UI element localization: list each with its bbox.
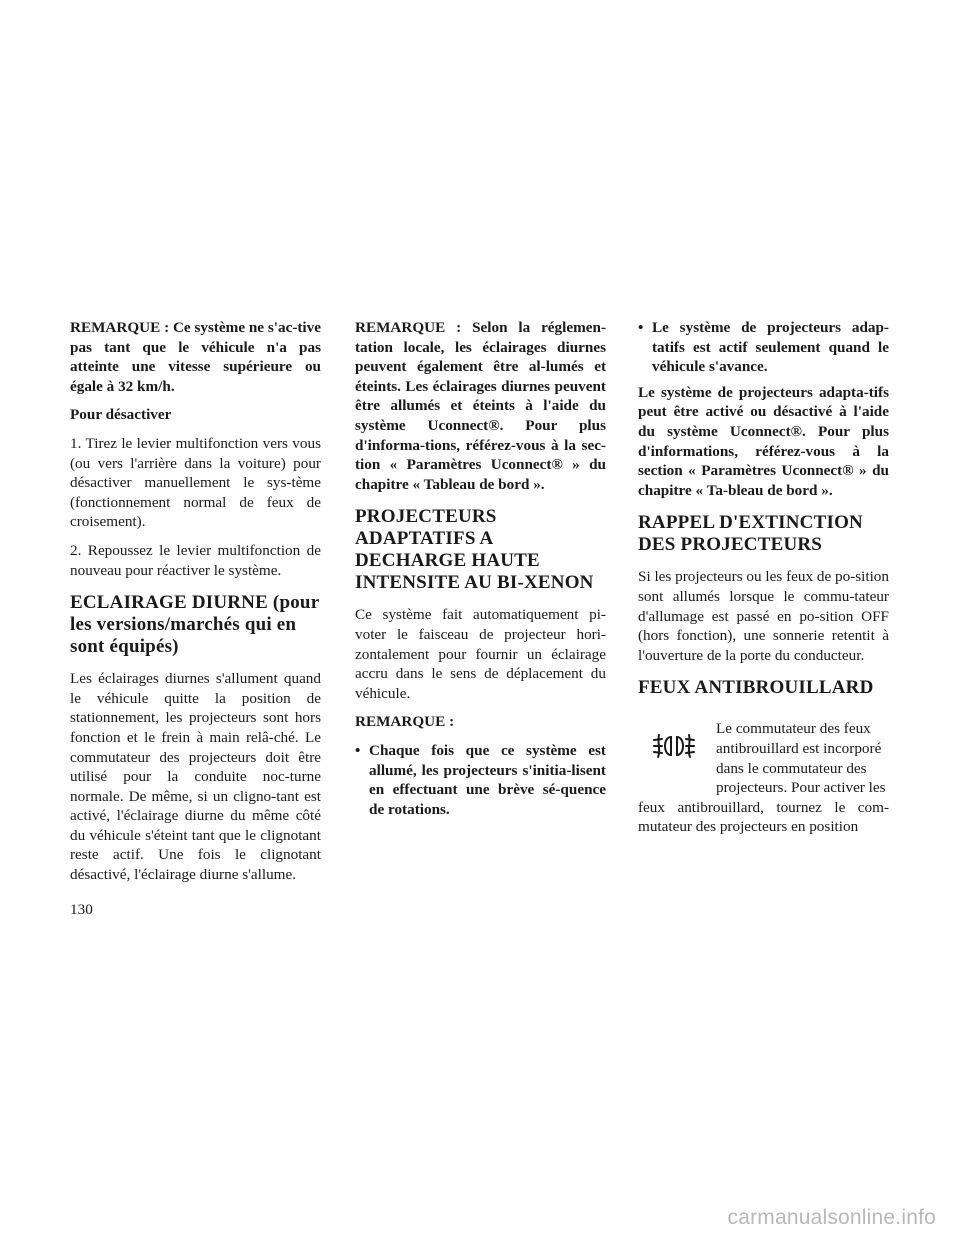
disable-title: Pour désactiver	[70, 406, 172, 424]
column-middle	[355, 318, 606, 825]
headlamp-reminder-body: Si les projecteurs ou les feux de po-sition sont allumés lorsque le commu-tateur d'allumage est passé en po-sition OFF (hors fonction), une sonnerie retentit à l'ouverture de la porte du conducteur.	[638, 568, 889, 664]
remarque-label: REMARQUE :	[355, 713, 455, 731]
heading-adaptive-headlamps: PROJECTEURS ADAPTATIFS A DECHARGE HAUTE INTENSITE AU BI-XENON	[355, 506, 594, 594]
watermark: carmanualsonline.info	[727, 1206, 936, 1229]
remarque-list	[355, 741, 606, 819]
column-right	[638, 318, 889, 837]
remarque-list-continued	[638, 318, 889, 377]
fog-text-line: dans le commutateur des	[716, 759, 867, 777]
list-item: • Chaque fois que ce système est allumé, les projecteurs s'initia-lisent en effectuant une brève sé-quence de rotations.	[355, 741, 606, 819]
step-1: 1. Tirez le levier multifonction vers vous (ou vers l'arrière dans la voiture) pour désactiver manuellement le sys-tème (fonctionnement normal de feux de croisement).	[70, 434, 321, 531]
fog-text-line: Le commutateur des feux	[716, 720, 871, 738]
list-item: • Le système de projecteurs adap-tatifs est actif seulement quand le véhicule s'avance.	[638, 318, 889, 377]
fog-text-line: antibrouillard est incorporé	[716, 739, 882, 757]
note-activation-speed: REMARQUE : Ce système ne s'ac-tive pas tant que le véhicule n'a pas atteinte une vitesse supérieure ou égale à 32 km/h.	[70, 319, 321, 395]
step-2: 2. Repoussez le levier multifonction de nouveau pour réactiver le système.	[70, 541, 321, 579]
heading-headlamp-reminder: RAPPEL D'EXTINCTION DES PROJECTEURS	[638, 512, 863, 556]
fog-lights-block	[638, 719, 889, 837]
fog-text-rest: feux antibrouillard, tournez le com-mutateur des projecteurs en position	[638, 798, 889, 836]
fog-text-line: projecteurs. Pour activer les	[716, 779, 886, 797]
page-number: 130	[70, 901, 93, 918]
heading-daytime-lights: ECLAIRAGE DIURNE (pour les versions/marchés qui en sont équipés)	[70, 592, 319, 658]
adaptive-headlamps-body: Ce système fait automatiquement pi-voter le faisceau de projecteur hori-zontalement pour fournir un éclairage accru dans le sens de déplacement du véhicule.	[355, 606, 606, 702]
adaptive-uconnect-para: Le système de projecteurs adapta-tifs peut être activé ou désactivé à l'aide du système Uconnect®. Pour plus d'informations, référez-vous à la section « Paramètres Uconnect® » du chapitre « Ta-bleau de bord ».	[638, 383, 889, 499]
note-regulation: REMARQUE : Selon la réglemen-tation locale, les éclairages diurnes peuvent également être al-lumés et éteints. Les éclairages diurnes peuvent être allumés et éteints à l'aide du système Uconnect®. Pour plus d'informa-tions, référez-vous à la sec-tion « Paramètres Uconnect® » du chapitre « Tableau de bord ».	[355, 319, 606, 493]
column-left	[70, 318, 321, 894]
heading-fog-lights: FEUX ANTIBROUILLARD	[638, 677, 874, 699]
daytime-lights-body: Les éclairages diurnes s'allument quand le véhicule quitte la position de stationnement, les projecteurs sont hors fonction et le frein à main relâ-ché. Le commutateur des projecteurs doit être utilisé pour la conduite noc-turne normale. De même, si un cligno-tant est activé, l'éclairage diurne du même côté du véhicule s'éteint tant que le clignotant reste actif. Une fois le clignotant désactivé, l'éclairage diurne s'allume.	[70, 670, 321, 884]
fog-lamp-icon	[652, 733, 696, 759]
